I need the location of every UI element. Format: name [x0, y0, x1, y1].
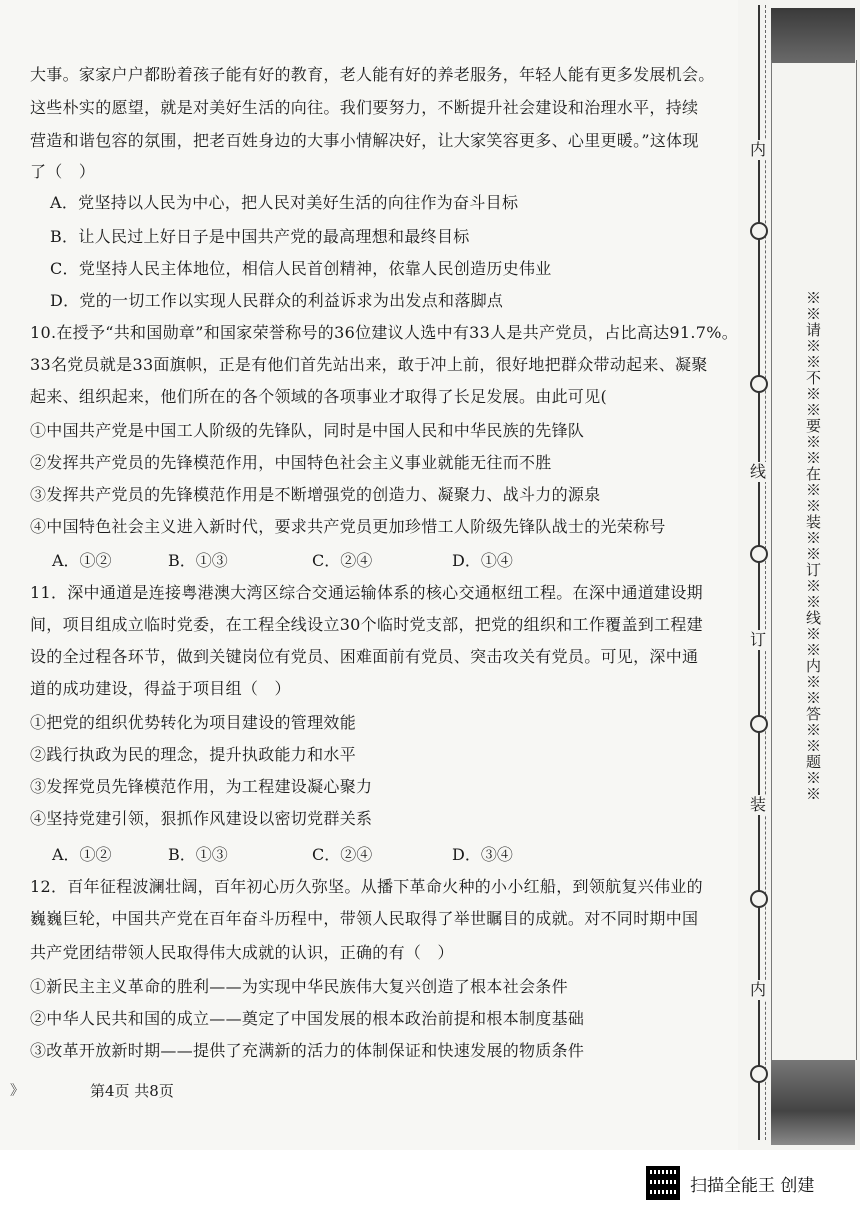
statement: ③发挥党员先锋模范作用，为工程建设凝心聚力 — [30, 777, 373, 796]
binding-hole — [750, 222, 768, 240]
text-line: 设的全过程各环节，做到关键岗位有党员、困难面前有党员、突击攻关有党员。可见，深中通 — [30, 647, 699, 666]
text-line: 道的成功建设，得益于项目组（ ） — [30, 679, 291, 698]
scan-shadow-top — [771, 8, 855, 63]
binding-char: 内 — [746, 140, 770, 160]
q10-option-b: B．①③ — [168, 551, 228, 570]
margin-mark: 》 — [10, 1083, 24, 1099]
statement: ②发挥共产党员的先锋模范作用，中国特色社会主义事业就能无往而不胜 — [30, 453, 552, 472]
text-line: 巍巍巨轮，中国共产党在百年奋斗历程中，带领人民取得了举世瞩目的成就。对不同时期中国 — [30, 909, 699, 928]
option-d: D．党的一切工作以实现人民群众的利益诉求为出发点和落脚点 — [50, 291, 504, 310]
statement: ①中国共产党是中国工人阶级的先锋队，同时是中国人民和中华民族的先锋队 — [30, 421, 585, 440]
binding-hole — [750, 715, 768, 733]
statement: ②践行执政为民的理念，提升执政能力和水平 — [30, 745, 357, 764]
q11-option-a: A．①② — [52, 845, 112, 864]
binding-char: 内 — [746, 980, 770, 1000]
statement: ③改革开放新时期——提供了充满新的活力的体制保证和快速发展的物质条件 — [30, 1041, 585, 1060]
q10-option-c: C．②④ — [312, 551, 373, 570]
binding-char: 装 — [746, 795, 770, 815]
scanner-watermark — [646, 1165, 814, 1201]
q11-option-b: B．①③ — [168, 845, 228, 864]
text-line: 营造和谐包容的氛围，把老百姓身边的大事小情解决好，让大家笑容更多、心里更暖。”这体现 — [30, 131, 699, 150]
option-c: C．党坚持人民主体地位，相信人民首创精神，依靠人民创造历史伟业 — [50, 259, 552, 278]
q11-option-c: C．②④ — [312, 845, 373, 864]
text-line: 了（ ） — [30, 162, 96, 181]
q10-option-d: D．①④ — [452, 551, 513, 570]
question-11: 11．深中通道是连接粤港澳大湾区综合交通运输体系的核心交通枢纽工程。在深中通道建设期 — [30, 583, 703, 602]
statement: ④中国特色社会主义进入新时代，要求共产党员更加珍惜工人阶级先锋队战士的光荣称号 — [30, 517, 666, 536]
scan-shadow-bottom — [771, 1060, 855, 1145]
question-12: 12．百年征程波澜壮阔，百年初心历久弥坚。从播下革命火种的小小红船，到领航复兴伟业的 — [30, 877, 703, 896]
q11-option-d: D．③④ — [452, 845, 513, 864]
qr-code-icon — [646, 1166, 680, 1200]
watermark-text: 扫描全能王 创建 — [690, 1175, 815, 1196]
option-b: B．让人民过上好日子是中国共产党的最高理想和最终目标 — [50, 227, 470, 246]
binding-hole — [750, 1065, 768, 1083]
option-a: A．党坚持以人民为中心，把人民对美好生活的向往作为奋斗目标 — [50, 193, 519, 212]
q10-option-a: A．①② — [52, 551, 112, 570]
statement: ③发挥共产党员的先锋模范作用是不断增强党的创造力、凝聚力、战斗力的源泉 — [30, 485, 601, 504]
text-line: 这些朴实的愿望，就是对美好生活的向往。我们要努力，不断提升社会建设和治理水平，持续 — [30, 98, 699, 117]
binding-line — [758, 5, 760, 1140]
statement: ①新民主主义革命的胜利——为实现中华民族伟大复兴创造了根本社会条件 — [30, 977, 568, 996]
binding-char: 订 — [746, 630, 770, 650]
statement: ①把党的组织优势转化为项目建设的管理效能 — [30, 713, 357, 732]
statement: ④坚持党建引领，狠抓作风建设以密切党群关系 — [30, 809, 373, 828]
binding-strip — [738, 0, 860, 1150]
binding-hole — [750, 545, 768, 563]
text-line: 大事。家家户户都盼着孩子能有好的教育，老人能有好的养老服务，年轻人能有更多发展机会。 — [30, 65, 715, 84]
text-line: 间，项目组成立临时党委，在工程全线设立30个临时党支部，把党的组织和工作覆盖到工程建 — [30, 615, 703, 634]
binding-hole — [750, 375, 768, 393]
text-line: 共产党团结带领人民取得伟大成就的认识，正确的有（ ） — [30, 943, 454, 962]
question-10: 10.在授予“共和国勋章”和国家荣誉称号的36位建议人选中有33人是共产党员，占比高达91.7%。 — [30, 323, 739, 342]
text-line: 起来、组织起来，他们所在的各个领域的各项事业才取得了长足发展。由此可见( — [30, 387, 608, 406]
binding-hole — [750, 890, 768, 908]
no-answer-warning: ※※请※※不※※要※※在※※装※※订※※线※※内※※答※※题※※ — [804, 290, 822, 802]
text-line: 33名党员就是33面旗帜，正是有他们首先站出来，敢于冲上前，很好地把群众带动起来、凝聚 — [30, 355, 708, 374]
dotted-line — [765, 5, 766, 1140]
page-number: 第4页 共8页 — [90, 1082, 174, 1100]
statement: ②中华人民共和国的成立——奠定了中国发展的根本政治前提和根本制度基础 — [30, 1009, 585, 1028]
binding-char: 线 — [746, 462, 770, 482]
